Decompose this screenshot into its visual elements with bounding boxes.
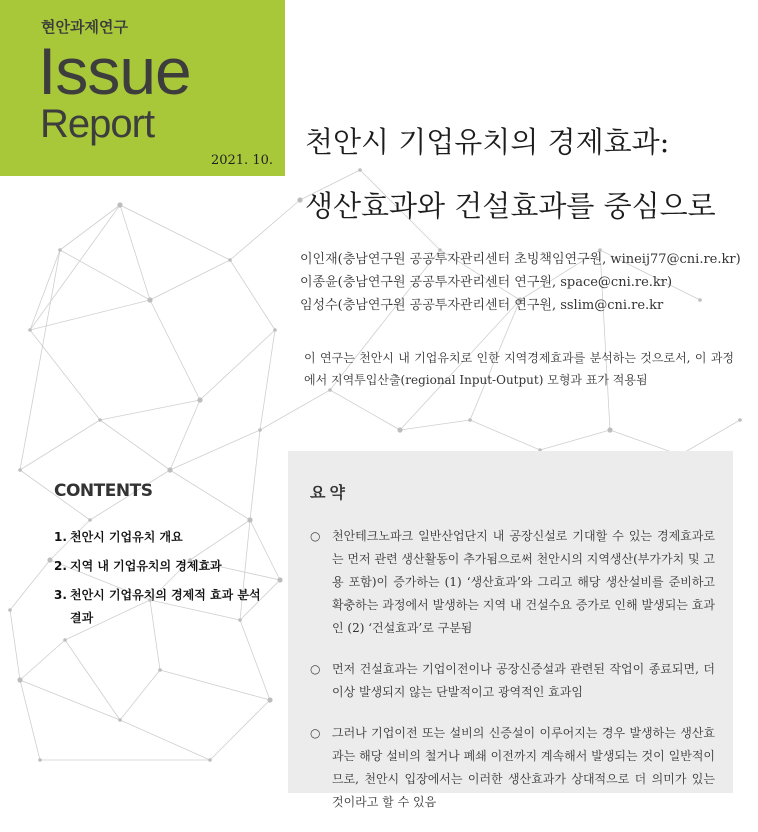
- report-wordmark: Report: [40, 102, 155, 146]
- author-line: 이인재(충남연구원 공공투자관리센터 초빙책임연구원, wineij77@cni.re.kr): [300, 252, 741, 267]
- publication-date: 2021. 10.: [210, 153, 273, 168]
- toc-item[interactable]: [54, 526, 276, 549]
- summary-bullet: [310, 525, 715, 640]
- summary-bullet: [310, 722, 715, 814]
- bullet-circle-icon: ○: [310, 529, 321, 543]
- abstract-text: 이 연구는 천안시 내 기업유치로 인한 지역경제효과를 분석하는 것으로서, 이 과정에서 지역투입산출(regional Input-Output) 모형과 표가 적용됨: [304, 351, 734, 387]
- toc-item[interactable]: [54, 555, 276, 578]
- bullet-circle-icon: ○: [310, 662, 321, 676]
- issue-report-banner: [0, 0, 285, 176]
- summary-heading: 요약: [310, 483, 349, 502]
- toc-item-label: 천안시 기업유치 개요: [70, 530, 183, 544]
- author-line: 임성수(충남연구원 공공투자관리센터 연구원, sslim@cni.re.kr: [300, 298, 664, 313]
- summary-panel: [288, 451, 733, 809]
- toc-item-number: 1.: [54, 530, 67, 544]
- series-label: 현안과제연구: [41, 18, 128, 36]
- summary-bullet-text: 먼저 건설효과는 기업이전이나 공장신증설과 관련된 작업이 종료되면, 더 이상 발생되지 않는 단발적이고 광역적인 효과임: [332, 662, 715, 699]
- issue-wordmark: Issue: [38, 34, 191, 108]
- toc-item-label: 지역 내 기업유치의 경제효과: [70, 559, 222, 573]
- summary-bullet-text: 그러나 기업이전 또는 설비의 신증설이 이루어지는 경우 발생하는 생산효과는 해당 설비의 철거나 폐쇄 이전까지 계속해서 발생되는 것이 일반적이므로, 천안시 입장에서는 이러한 생산효과가 상대적으로 더 의미가 있는 것이라고 할 수 있음: [332, 726, 715, 809]
- main-title-line-1: 천안시 기업유치의 경제효과:: [305, 125, 670, 159]
- toc-item-number: 3.: [54, 588, 67, 602]
- summary-bullet-text: 천안테크노파크 일반산업단지 내 공장신설로 기대할 수 있는 경제효과로는 먼저 관련 생산활동이 추가됨으로써 천안시의 지역생산(부가가치 및 고용 포함)이 증가하는 (1) ‘생산효과’와 그리고 해당 생산설비를 준비하고 확충하는 과정에서 발생하는 지역 내 건설수요 증가로 인해 발생되는 효과인 (2) ‘건설효과’로 구분됨: [332, 529, 715, 635]
- toc-item[interactable]: [54, 584, 276, 630]
- contents-heading: CONTENTS: [54, 481, 153, 501]
- bullet-circle-icon: ○: [310, 726, 321, 740]
- author-line: 이종윤(충남연구원 공공투자관리센터 연구원, space@cni.re.kr): [300, 275, 673, 290]
- main-title-line-2: 생산효과와 건설효과를 중심으로: [305, 189, 716, 223]
- table-of-contents: [54, 526, 276, 636]
- summary-bullet: [310, 658, 715, 704]
- summary-bullet-list: [310, 525, 715, 832]
- author-list: [300, 248, 741, 317]
- toc-item-label: 천안시 기업유치의 경제적 효과 분석 결과: [70, 588, 261, 625]
- toc-item-number: 2.: [54, 559, 67, 573]
